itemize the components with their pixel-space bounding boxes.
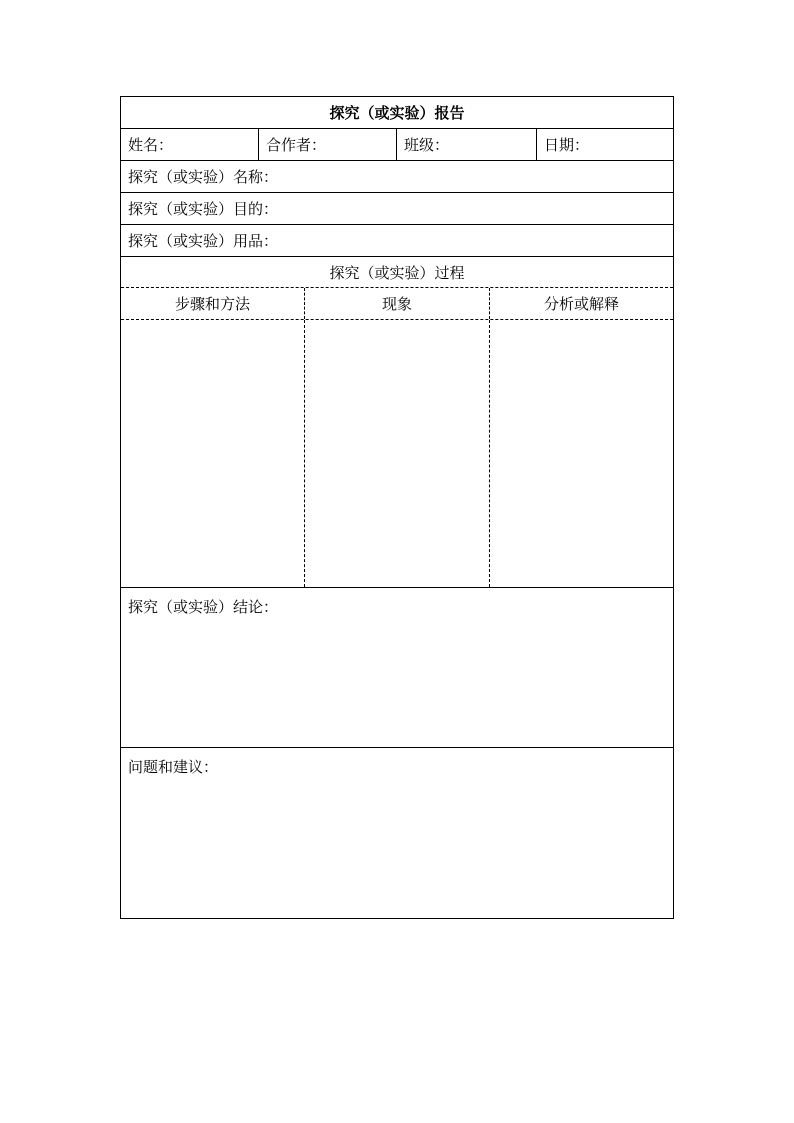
process-title bbox=[121, 257, 673, 288]
report-title bbox=[121, 97, 673, 129]
experiment-name-field[interactable] bbox=[121, 161, 673, 193]
conclusion-field[interactable] bbox=[121, 588, 673, 748]
info-row bbox=[121, 129, 673, 161]
phenomena-header bbox=[305, 288, 490, 319]
conclusion-label: 探究（或实验）结论： bbox=[128, 598, 279, 616]
steps-header bbox=[121, 288, 305, 319]
partner-field[interactable] bbox=[259, 129, 397, 160]
suggestions-field[interactable] bbox=[121, 748, 673, 918]
date-field[interactable] bbox=[537, 129, 673, 160]
name-field[interactable] bbox=[121, 129, 259, 160]
class-field[interactable] bbox=[397, 129, 537, 160]
steps-header-text: 步骤和方法 bbox=[174, 295, 250, 313]
class-label: 班级： bbox=[404, 136, 450, 154]
name-label: 姓名： bbox=[128, 136, 174, 154]
analysis-cell[interactable] bbox=[490, 320, 673, 587]
process-header bbox=[121, 288, 673, 320]
date-label: 日期： bbox=[544, 136, 590, 154]
report-title-text: 探究（或实验）报告 bbox=[329, 104, 465, 122]
steps-cell[interactable] bbox=[121, 320, 305, 587]
materials-label: 探究（或实验）用品： bbox=[128, 232, 279, 250]
experiment-name-label: 探究（或实验）名称： bbox=[128, 168, 279, 186]
purpose-field[interactable] bbox=[121, 193, 673, 225]
analysis-header bbox=[490, 288, 673, 319]
report-form bbox=[120, 96, 674, 919]
analysis-header-text: 分析或解释 bbox=[543, 295, 619, 313]
purpose-label: 探究（或实验）目的： bbox=[128, 200, 279, 218]
suggestions-label: 问题和建议： bbox=[128, 758, 219, 776]
materials-field[interactable] bbox=[121, 225, 673, 257]
phenomena-cell[interactable] bbox=[305, 320, 490, 587]
phenomena-header-text: 现象 bbox=[381, 295, 412, 313]
process-body bbox=[121, 320, 673, 588]
partner-label: 合作者： bbox=[266, 136, 327, 154]
process-title-text: 探究（或实验）过程 bbox=[329, 263, 465, 282]
